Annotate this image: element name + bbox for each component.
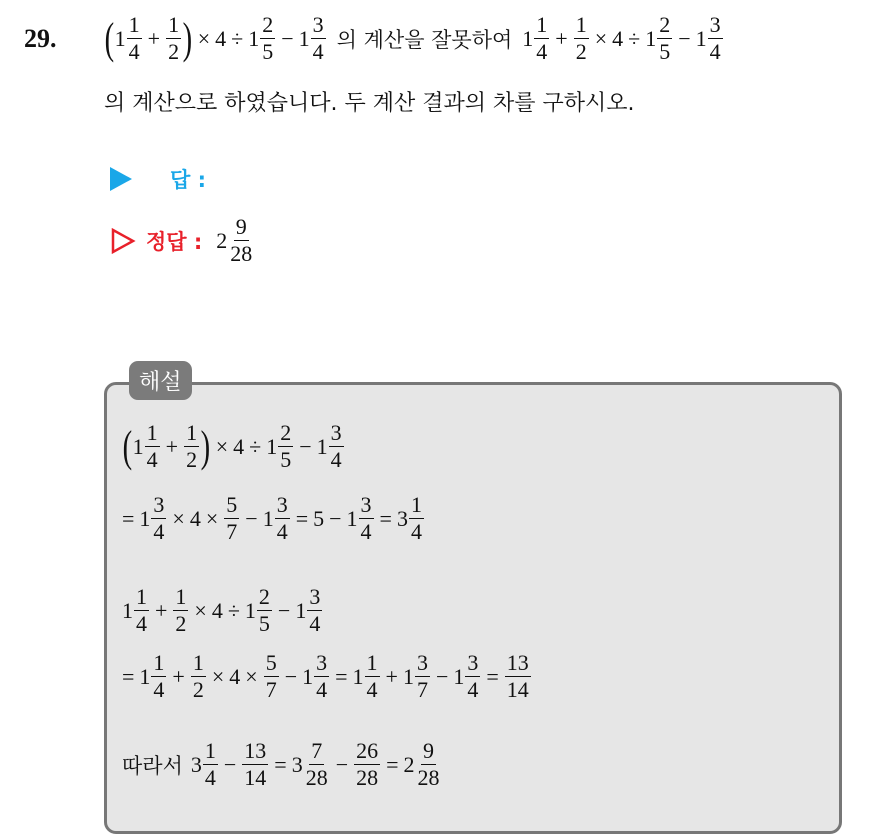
solution-label: 해설: [129, 361, 192, 400]
answer-row: [110, 164, 206, 194]
question-number: 29.: [24, 24, 57, 53]
question-line-1: ( 1 $\frac{1}{4}$ + $\frac{1}{2}$ ) × 4 ÷ 1 $\frac{2}{5}$ − 1 $\frac{3}{4}$ 의 계산을 잘못하여 1 $\frac{1}{4}$ + $\frac{1}{2}$ × 4 ÷ 1 $\frac{2}{5}$ − 1 $\frac{3}{4}$: [104, 12, 721, 64]
correct-answer-row: [110, 216, 255, 265]
correct-num: 9: [235, 214, 247, 239]
correct-whole: 2: [216, 227, 228, 253]
question-text-b: 의 계산으로 하였습니다. 두 계산 결과의 차를 구하시오.: [104, 91, 635, 116]
question-text-a: 의 계산을 잘못하여: [336, 27, 513, 52]
correct-label: 정답 :: [146, 229, 203, 254]
play-outline-icon: [110, 228, 136, 254]
correct-den: 28: [230, 241, 253, 266]
play-icon: [110, 167, 132, 191]
conclusion-prefix: 따라서: [122, 753, 183, 778]
solution-line-4: = 1 $\frac{1}{4}$ + $\frac{1}{2}$ × 4 × $\frac{5}{7}$ − 1 $\frac{3}{4}$ = 1 $\frac{1}{4}$ + 1 $\frac{3}{7}$ − 1 $\frac{3}{4}$ = $\frac{13}{14}$: [122, 650, 529, 702]
solution-line-2: = 1 $\frac{3}{4}$ × 4 × $\frac{5}{7}$ − 1 $\frac{3}{4}$ = 5 − 1 $\frac{3}{4}$ = 3 $\frac{1}{4}$: [122, 492, 422, 544]
solution-line-1: ( 1 $\frac{1}{4}$ + $\frac{1}{2}$ ) × 4 ÷ 1 $\frac{2}{5}$ − 1 $\frac{3}{4}$: [122, 420, 342, 472]
solution-line-5: 따라서 3 $\frac{1}{4}$ − $\frac{13}{14}$ = 3 $\frac{7}{28}$ − $\frac{26}{28}$ = 2 $\frac{9}{28}$: [122, 738, 440, 790]
solution-line-3: 1 $\frac{1}{4}$ + $\frac{1}{2}$ × 4 ÷ 1 $\frac{2}{5}$ − 1 $\frac{3}{4}$: [122, 584, 321, 636]
answer-label: 답 :: [170, 168, 206, 192]
